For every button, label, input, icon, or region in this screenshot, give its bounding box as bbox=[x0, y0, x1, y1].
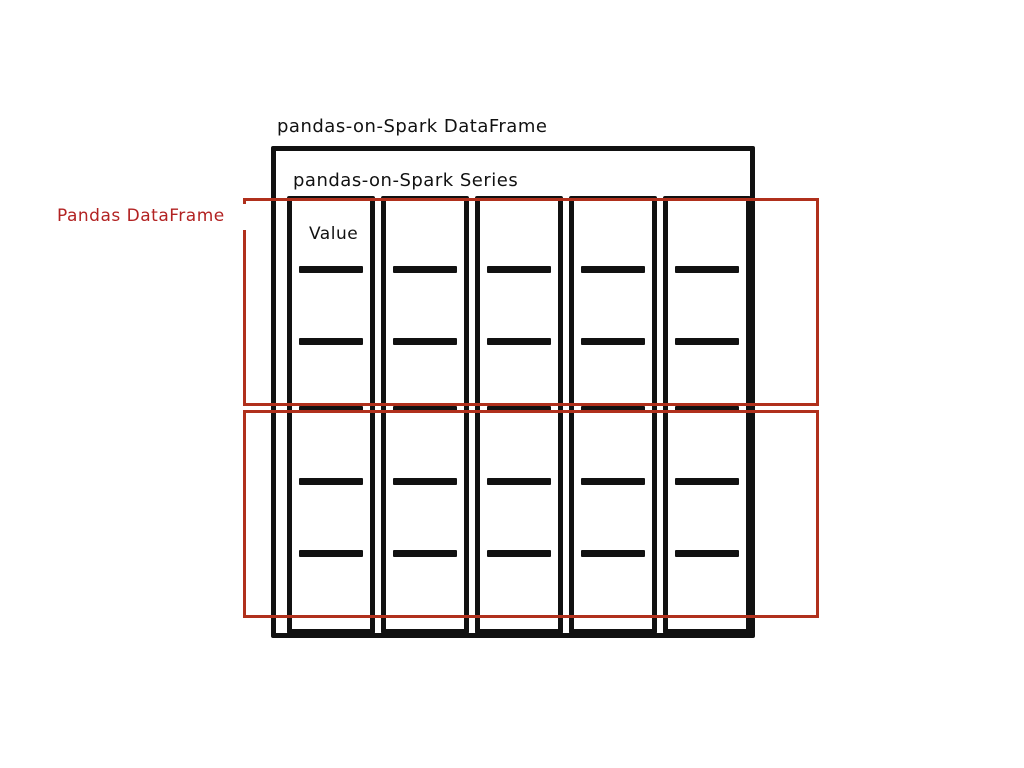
pandas-on-spark-dataframe-title: pandas-on-Spark DataFrame bbox=[277, 116, 548, 137]
label-backdrop bbox=[240, 204, 246, 230]
pandas-dataframe-box-bottom bbox=[243, 410, 819, 618]
column-header-value: Value bbox=[309, 224, 359, 244]
pandas-on-spark-series-title: pandas-on-Spark Series bbox=[293, 170, 519, 191]
pandas-dataframe-annotation-label: Pandas DataFrame bbox=[57, 206, 225, 226]
